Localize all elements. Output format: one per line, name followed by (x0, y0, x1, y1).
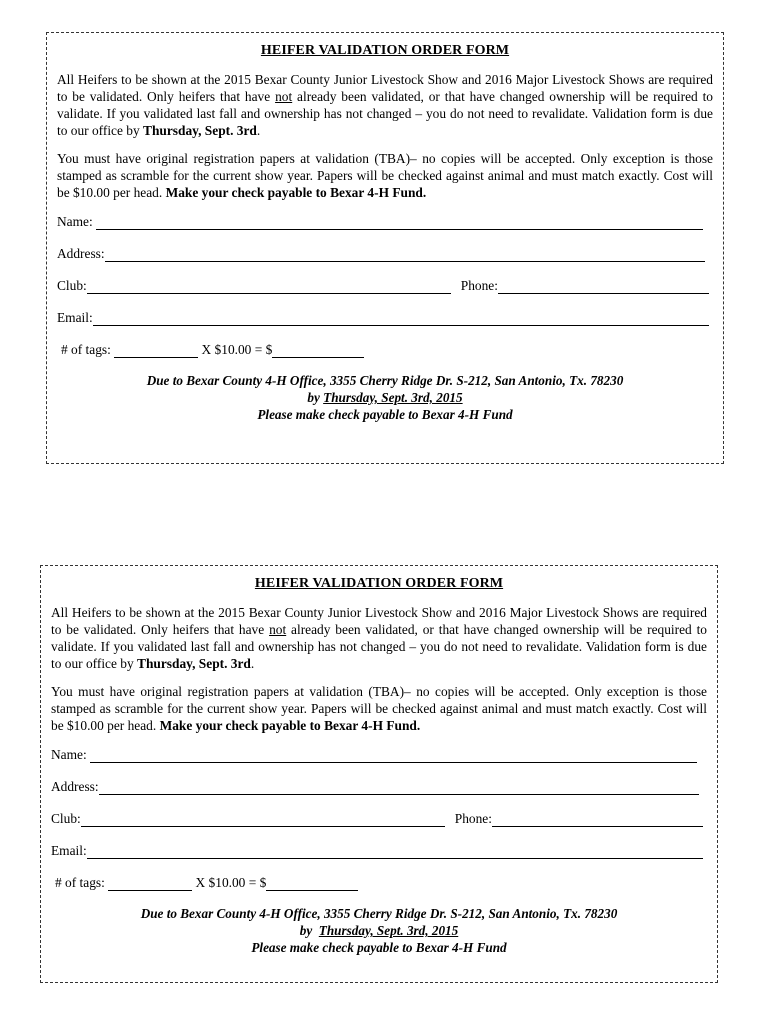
tags-row (61, 340, 713, 358)
tags-count-field[interactable] (108, 877, 192, 891)
email-label: Email: (57, 310, 93, 325)
due-date: Thursday, Sept. 3rd (137, 656, 251, 671)
order-form-top (46, 32, 724, 464)
name-field[interactable] (96, 216, 703, 230)
phone-label: Phone: (454, 811, 492, 826)
form-title: HEIFER VALIDATION ORDER FORM (254, 576, 504, 591)
submission-footer (51, 905, 707, 956)
deadline-date: Thursday, Sept. 3rd, 2015 (323, 390, 463, 405)
deadline-line (51, 922, 707, 939)
name-row (57, 212, 713, 230)
intro-text-b: already been validated, or that have changed ownership will be required to validate. If you validated last fall and ownership has not changed – you do not need to revalidate. Validation form is due to our office by (51, 622, 707, 671)
club-field[interactable] (87, 280, 451, 294)
intro-end: . (250, 656, 255, 671)
deadline-line (57, 389, 713, 406)
requirements-paragraph (57, 150, 713, 201)
club-phone-row (51, 809, 707, 827)
requirements-paragraph (51, 683, 707, 734)
submission-footer (57, 372, 713, 423)
name-row (51, 745, 707, 763)
phone-field[interactable] (492, 813, 703, 827)
phone-field[interactable] (498, 280, 709, 294)
address-label: Address: (51, 779, 99, 794)
name-label: Name: (57, 214, 97, 229)
club-label: Club: (57, 278, 87, 293)
payable-line: Please make check payable to Bexar 4-H Fund (257, 407, 513, 422)
email-label: Email: (51, 843, 87, 858)
address-row (51, 777, 707, 795)
intro-paragraph (51, 604, 707, 672)
deadline-by: by (307, 390, 324, 405)
phone-label: Phone: (460, 278, 498, 293)
payable-note: Make your check payable to Bexar 4-H Fund. (165, 185, 427, 200)
club-label: Club: (51, 811, 81, 826)
name-field[interactable] (90, 749, 697, 763)
club-field[interactable] (81, 813, 445, 827)
email-row (57, 308, 713, 326)
tags-row (55, 873, 707, 891)
club-phone-row (57, 276, 713, 294)
tags-label: # of tags: (55, 875, 109, 890)
office-address: Due to Bexar County 4-H Office, 3355 Cherry Ridge Dr. S-212, San Antonio, Tx. 78230 (146, 373, 624, 388)
intro-text-a: All Heifers to be shown at the 2015 Bexar County Junior Livestock Show and 2016 Major Livestock Shows are required to be validated. Only heifers that have (57, 72, 713, 104)
tags-count-field[interactable] (114, 344, 198, 358)
intro-text-a: All Heifers to be shown at the 2015 Bexar County Junior Livestock Show and 2016 Major Livestock Shows are required to be validated. Only heifers that have (51, 605, 707, 637)
deadline-by: by (299, 923, 319, 938)
intro-not-emphasis: not (269, 622, 287, 637)
requirements-text: You must have original registration papers at validation (TBA)– no copies will be accepted. Only exception is those stamped as scramble for the current show year. Papers will be checked against animal and must match exactly. Cost will be $10.00 per head. (51, 684, 707, 733)
total-field[interactable] (266, 877, 358, 891)
form-title: HEIFER VALIDATION ORDER FORM (260, 43, 510, 58)
payable-line: Please make check payable to Bexar 4-H Fund (251, 940, 507, 955)
payable-note: Make your check payable to Bexar 4-H Fund. (159, 718, 421, 733)
price-label: X $10.00 = $ (192, 875, 267, 890)
email-row (51, 841, 707, 859)
address-label: Address: (57, 246, 105, 261)
address-field[interactable] (105, 248, 705, 262)
name-label: Name: (51, 747, 91, 762)
tags-label: # of tags: (61, 342, 115, 357)
intro-text-b: already been validated, or that have changed ownership will be required to validate. If you validated last fall and ownership has not changed – you do not need to revalidate. Validation form is due to our office by (57, 89, 713, 138)
requirements-text: You must have original registration papers at validation (TBA)– no copies will be accepted. Only exception is those stamped as scramble for the current show year. Papers will be checked against animal and must match exactly. Cost will be $10.00 per head. (57, 151, 713, 200)
price-label: X $10.00 = $ (198, 342, 273, 357)
office-address: Due to Bexar County 4-H Office, 3355 Cherry Ridge Dr. S-212, San Antonio, Tx. 78230 (140, 906, 618, 921)
due-date: Thursday, Sept. 3rd (143, 123, 257, 138)
total-field[interactable] (272, 344, 364, 358)
address-field[interactable] (99, 781, 699, 795)
order-form-bottom (40, 565, 718, 983)
address-row (57, 244, 713, 262)
email-field[interactable] (93, 312, 709, 326)
deadline-date: Thursday, Sept. 3rd, 2015 (318, 923, 459, 938)
intro-not-emphasis: not (275, 89, 293, 104)
intro-end: . (256, 123, 261, 138)
email-field[interactable] (87, 845, 703, 859)
intro-paragraph (57, 71, 713, 139)
